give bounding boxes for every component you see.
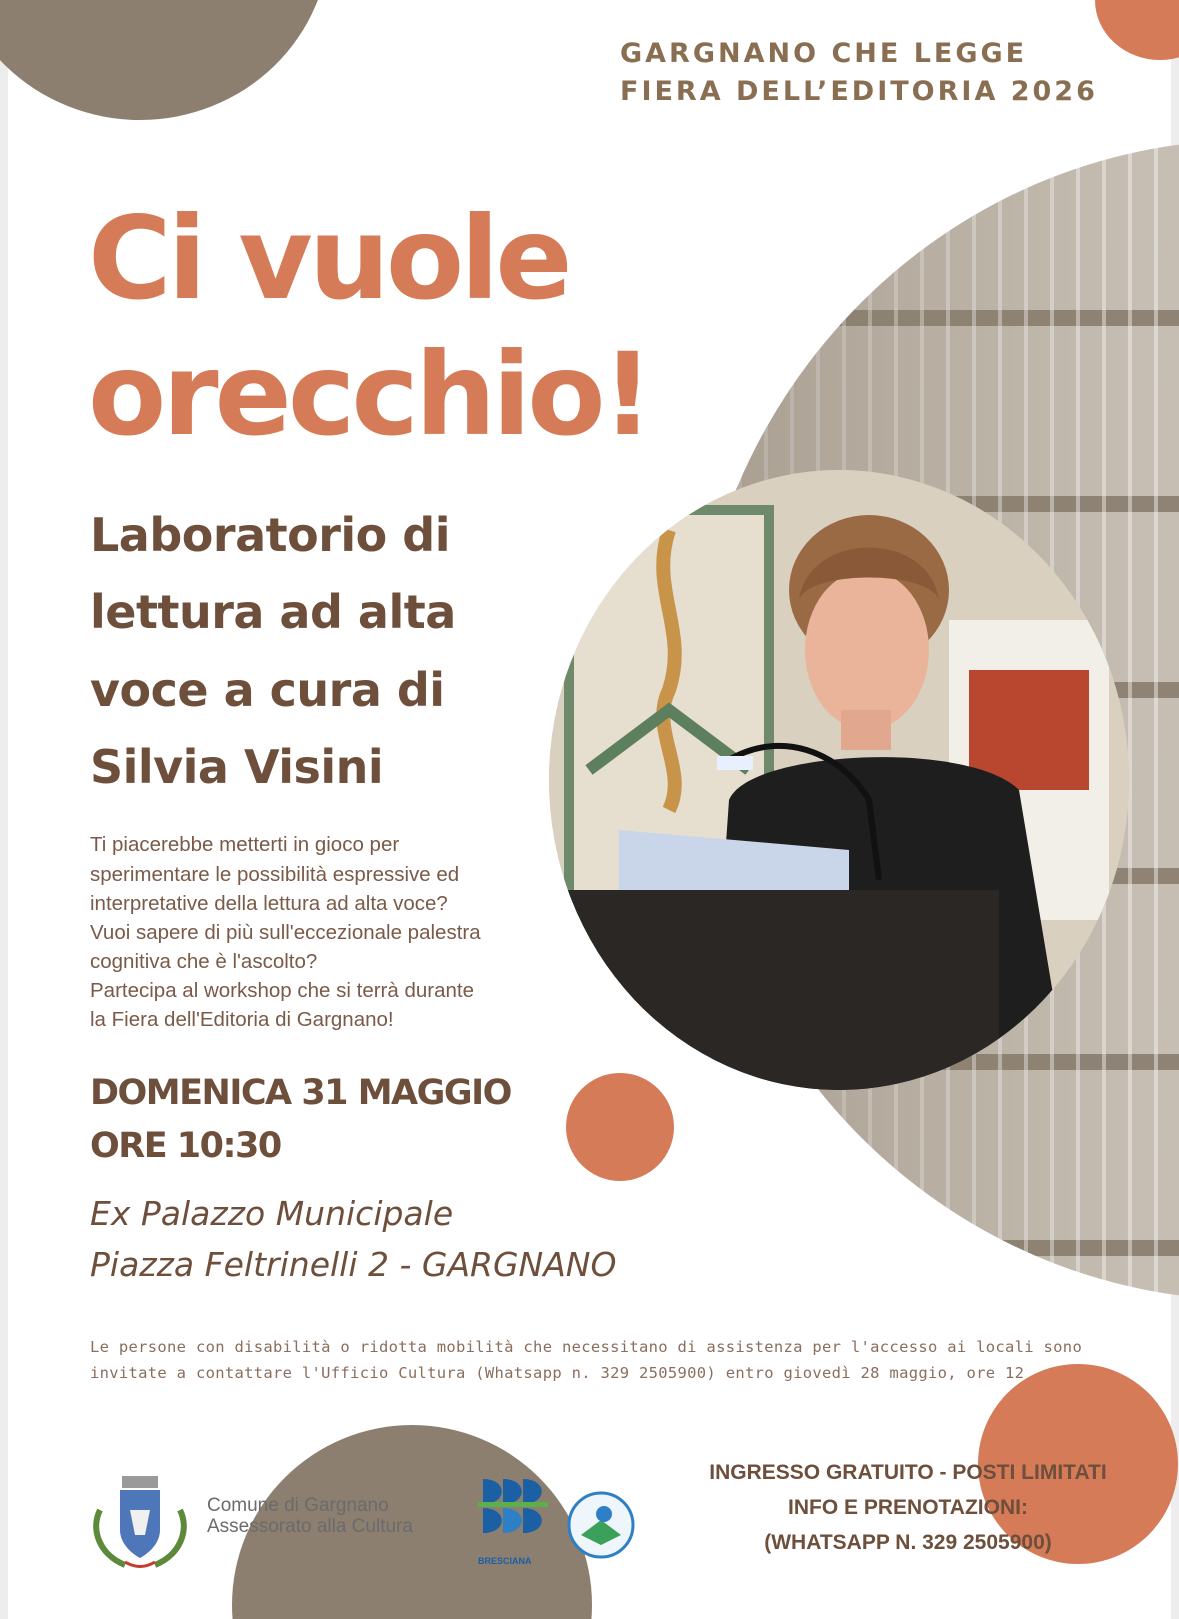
- description-line-4: Vuoi sapere di più sull'eccezionale palestra: [90, 921, 481, 944]
- decor-circle-date: [566, 1073, 674, 1181]
- speaker-photo-illustration: [549, 470, 1129, 1090]
- left-edge-strip: [0, 0, 8, 1619]
- reading-club-logo-icon: [566, 1490, 636, 1560]
- municipal-coat-of-arms-icon: [90, 1470, 190, 1570]
- decor-circle-top-right: [1095, 0, 1179, 60]
- decor-circle-top-left: [0, 0, 330, 120]
- description-line-5: cognitiva che è l'ascolto?: [90, 950, 318, 973]
- description-line-2: sperimentare le possibilità espressive ed: [90, 863, 460, 886]
- description-line-3: interpretative della lettura ad alta voce?: [90, 892, 448, 915]
- subtitle-line-1: Laboratorio di: [90, 508, 450, 562]
- event-address: Piazza Feltrinelli 2 - GARGNANO: [90, 1245, 617, 1284]
- library-network-logo-icon: [478, 1474, 548, 1554]
- subtitle-line-3: voce a cura di: [90, 663, 445, 717]
- accessibility-notice-line-1: Le persone con disabilità o ridotta mobilità che necessitano di assistenza per l'accesso ai locali sono: [90, 1338, 1083, 1356]
- municipality-name: Comune di Gargnano: [207, 1495, 389, 1516]
- speaker-photo: [549, 470, 1129, 1090]
- header-line-1: GARGNANO CHE LEGGE: [620, 38, 1028, 69]
- event-venue: Ex Palazzo Municipale: [90, 1194, 454, 1233]
- whatsapp-contact: (WHATSAPP N. 329 2505900): [764, 1531, 1052, 1554]
- description-line-6: Partecipa al workshop che si terrà durante: [90, 979, 475, 1002]
- subtitle-line-4: Silvia Visini: [90, 740, 384, 794]
- municipality-department: Assessorato alla Cultura: [207, 1516, 413, 1537]
- event-time: ORE 10:30: [90, 1126, 281, 1166]
- title-line-1: Ci vuole: [88, 192, 569, 325]
- description-line-1: Ti piacerebbe metterti in gioco per: [90, 833, 400, 856]
- accessibility-notice-line-2: invitate a contattare l'Ufficio Cultura (Whatsapp n. 329 2505900) entro giovedì 28 maggio, ore 12: [90, 1364, 1025, 1382]
- free-entry-limited-seats: INGRESSO GRATUITO - POSTI LIMITATI: [709, 1461, 1107, 1484]
- subtitle-line-2: lettura ad alta: [90, 585, 456, 639]
- event-date: DOMENICA 31 MAGGIO: [90, 1073, 511, 1113]
- info-bookings-label: INFO E PRENOTAZIONI:: [788, 1496, 1028, 1519]
- description-line-7: la Fiera dell'Editoria di Gargnano!: [90, 1008, 394, 1031]
- header-line-2: FIERA DELL’EDITORIA 2026: [620, 76, 1098, 107]
- title-line-2: orecchio!: [88, 328, 650, 461]
- library-network-label: BRESCIANA: [478, 1556, 532, 1566]
